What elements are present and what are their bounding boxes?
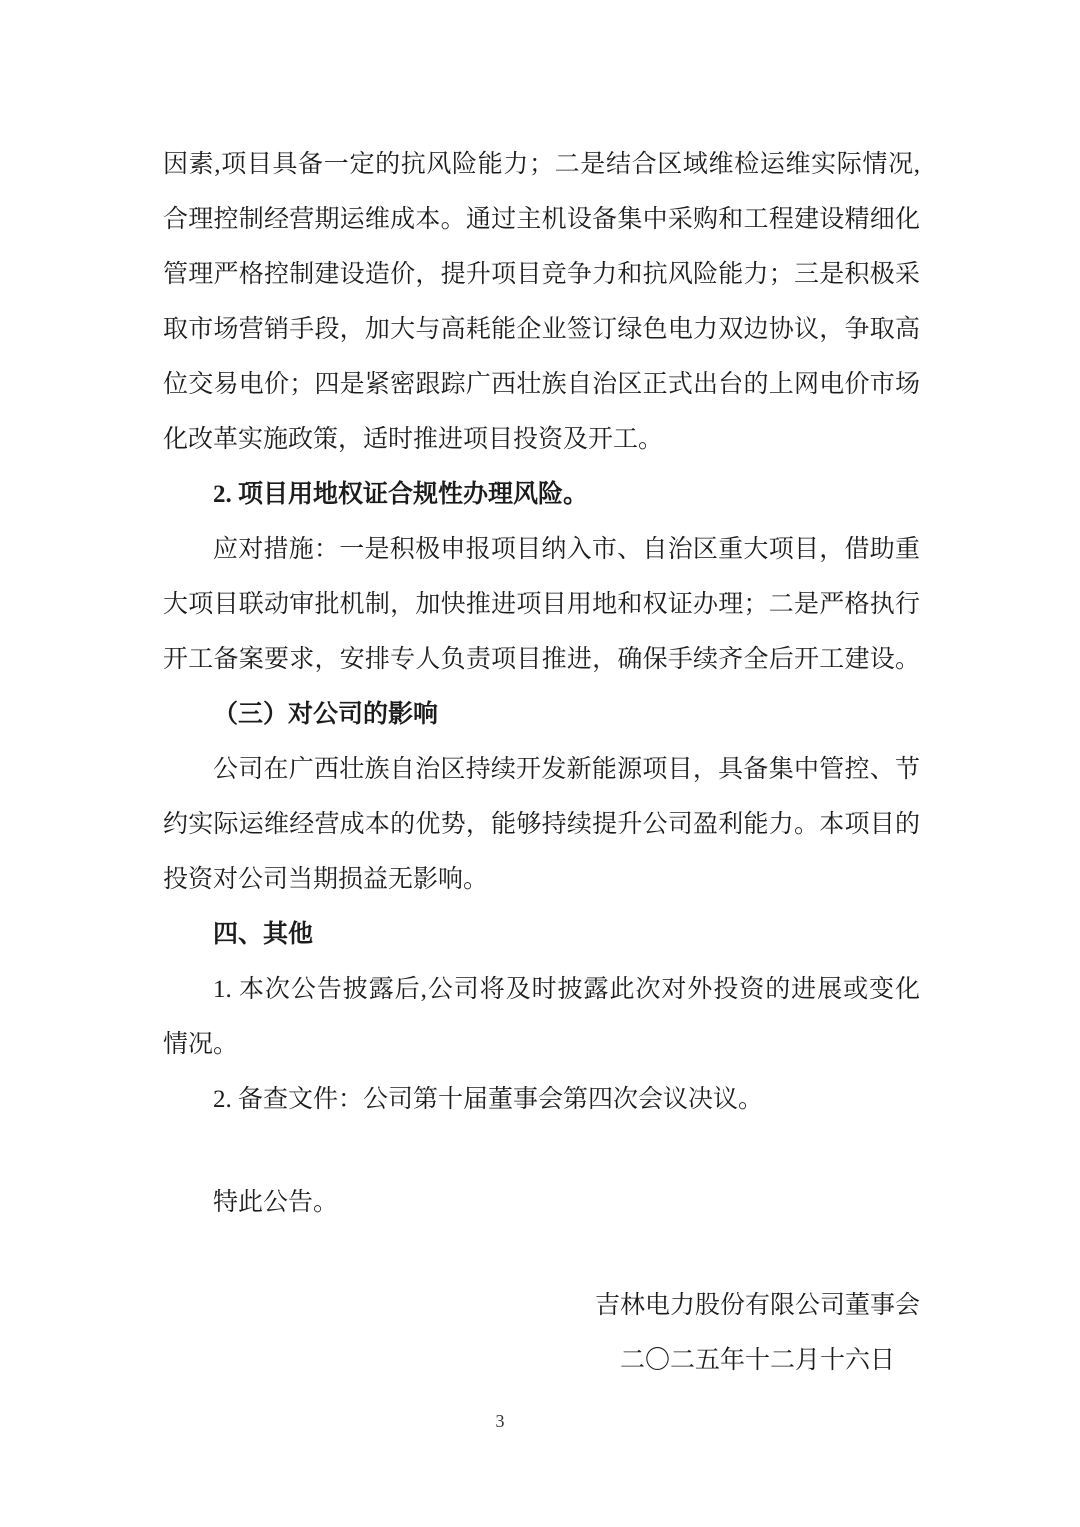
text-line: 约实际运维经营成本的优势，能够持续提升公司盈利能力。本项目的 — [163, 811, 920, 838]
text-line: 公司在广西壮族自治区持续开发新能源项目，具备集中管控、节 — [213, 756, 920, 783]
text-line: 投资对公司当期损益无影响。 — [163, 866, 489, 893]
page-number: 3 — [495, 1411, 505, 1431]
text-line: 化改革实施政策，适时推进项目投资及开工。 — [163, 426, 664, 453]
heading-line: 2. 项目用地权证合规性办理风险。 — [213, 481, 589, 508]
text-line: 1. 本次公告披露后,公司将及时披露此次对外投资的进展或变化 — [213, 976, 920, 1003]
text-line: 合理控制经营期运维成本。通过主机设备集中采购和工程建设精细化 — [163, 206, 920, 233]
text-line: 管理严格控制建设造价，提升项目竞争力和抗风险能力；三是积极采 — [163, 261, 920, 288]
document-body — [163, 137, 920, 1388]
text-line: 2. 备查文件：公司第十届董事会第四次会议决议。 — [213, 1086, 764, 1113]
heading-line: 四、其他 — [213, 921, 314, 948]
text-line: 情况。 — [163, 1031, 239, 1058]
text-line: 位交易电价；四是紧密跟踪广西壮族自治区正式出台的上网电价市场 — [163, 371, 920, 398]
text-line: 大项目联动审批机制，加快推进项目用地和权证办理；二是严格执行 — [163, 591, 920, 618]
text-line: 特此公告。 — [213, 1189, 339, 1216]
heading-line: （三）对公司的影响 — [213, 701, 439, 728]
blank-line — [163, 1127, 920, 1175]
signature-block — [595, 1278, 920, 1388]
signature-company: 吉林电力股份有限公司董事会 — [594, 1292, 920, 1319]
signature-date: 二〇二五年十二月十六日 — [619, 1347, 895, 1374]
text-line: 应对措施：一是积极申报项目纳入市、自治区重大项目，借助重 — [213, 536, 920, 563]
body-text-lines — [163, 137, 920, 1278]
text-line: 开工备案要求，安排专人负责项目推进，确保手续齐全后开工建设。 — [163, 646, 920, 673]
blank-line — [163, 1230, 920, 1278]
text-line: 取市场营销手段，加大与高耗能企业签订绿色电力双边协议，争取高 — [163, 316, 920, 343]
text-line: 因素,项目具备一定的抗风险能力；二是结合区域维检运维实际情况, — [163, 151, 920, 178]
